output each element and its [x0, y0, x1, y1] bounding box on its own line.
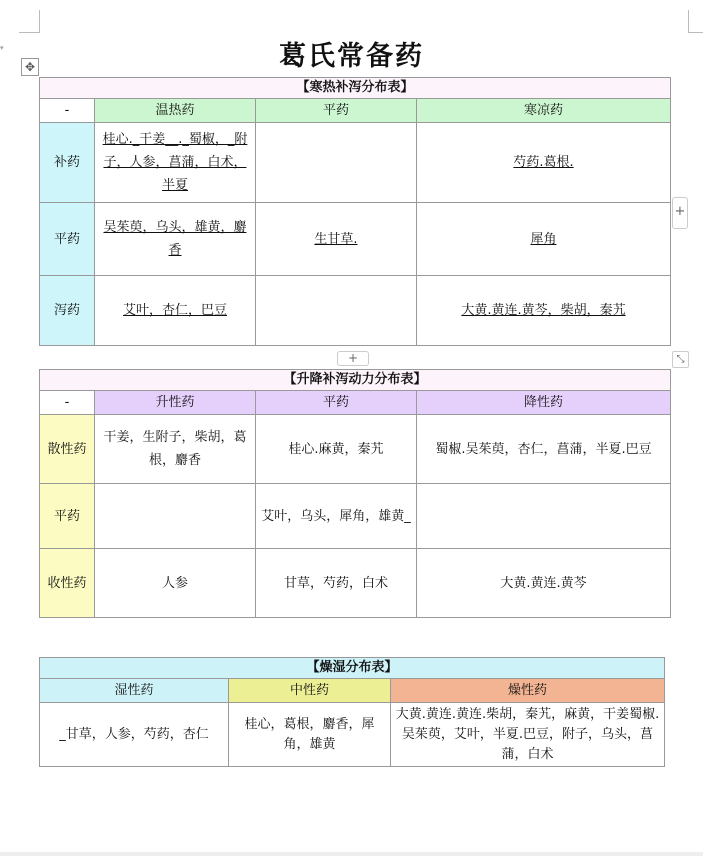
table-cell[interactable]: 芍药.葛根.	[417, 123, 671, 203]
page-title: 葛氏常备药	[279, 41, 424, 72]
corner-header: -	[40, 99, 95, 123]
row-header-dispersing: 散性药	[40, 415, 95, 484]
margin-arrow-icon: ▾	[0, 44, 4, 52]
table-cell[interactable]: 蜀椒.吴茱萸，杏仁，菖蒲，半夏.巴豆	[417, 415, 671, 484]
table-caption: 【升降补泻动力分布表】	[40, 370, 671, 391]
row-header-tonify: 补药	[40, 123, 95, 203]
add-column-button[interactable]: +	[672, 197, 688, 229]
table-resize-handle-icon[interactable]: ⤡	[672, 351, 689, 368]
table-cell[interactable]: 犀角	[417, 203, 671, 276]
table-caption: 【燥湿分布表】	[40, 658, 665, 679]
table-cell[interactable]: 艾叶，杏仁，巴豆	[95, 276, 256, 346]
table-cell[interactable]: 吴茱萸，乌头，雄黄，麝香	[95, 203, 256, 276]
table-cell[interactable]	[256, 276, 417, 346]
page-corner-mark-right	[688, 10, 703, 33]
cold-hot-table	[39, 77, 671, 346]
row-header-neutral: 平药	[40, 203, 95, 276]
column-header-neutral: 中性药	[229, 679, 391, 703]
dry-damp-table	[39, 657, 665, 767]
row-header-purge: 泻药	[40, 276, 95, 346]
column-header-dry: 燥性药	[391, 679, 665, 703]
table-cell[interactable]: 生甘草.	[256, 203, 417, 276]
corner-header: -	[40, 391, 95, 415]
table-cell[interactable]: 甘草，芍药，白术	[256, 549, 417, 618]
column-header-damp: 湿性药	[40, 679, 229, 703]
table-cell[interactable]: 艾叶，乌头，犀角，雄黄_	[256, 484, 417, 549]
table-cell[interactable]: 桂心._干姜__._蜀椒，_附子，人参，菖蒲，白术，半夏	[95, 123, 256, 203]
column-header-cold: 寒凉药	[417, 99, 671, 123]
table-cell[interactable]	[256, 123, 417, 203]
table-cell[interactable]: 人参	[95, 549, 256, 618]
table-cell[interactable]: 桂心，葛根，麝香，犀角，雄黄	[229, 703, 391, 767]
column-header-neutral: 平药	[256, 99, 417, 123]
page-bottom-edge	[0, 852, 703, 856]
table-cell[interactable]	[417, 484, 671, 549]
table-cell[interactable]: 桂心.麻黄，秦艽	[256, 415, 417, 484]
column-header-warm: 温热药	[95, 99, 256, 123]
table-cell[interactable]: 干姜，生附子，柴胡，葛根，麝香	[95, 415, 256, 484]
table-cell[interactable]: 大黄.黄连.黄芩，柴胡，秦艽	[417, 276, 671, 346]
column-header-ascending: 升性药	[95, 391, 256, 415]
table-cell[interactable]: _甘草，人参，芍药，杏仁	[40, 703, 229, 767]
add-row-button[interactable]: +	[337, 351, 369, 366]
row-header-neutral: 平药	[40, 484, 95, 549]
column-header-neutral: 平药	[256, 391, 417, 415]
table-caption: 【寒热补泻分布表】	[40, 78, 671, 99]
table-cell[interactable]	[95, 484, 256, 549]
row-header-astringent: 收性药	[40, 549, 95, 618]
column-header-descending: 降性药	[417, 391, 671, 415]
page-corner-mark-left	[19, 10, 40, 33]
table-cell[interactable]: 大黄.黄连.黄连.柴胡，秦艽，麻黄，干姜蜀椒.吴茱萸，艾叶，半夏.巴豆，附子，乌头，菖蒲，白术	[391, 703, 665, 767]
table-cell[interactable]: 大黄.黄连.黄芩	[417, 549, 671, 618]
ascend-descend-table	[39, 369, 671, 618]
table-move-handle-icon[interactable]: ✥	[21, 58, 39, 76]
